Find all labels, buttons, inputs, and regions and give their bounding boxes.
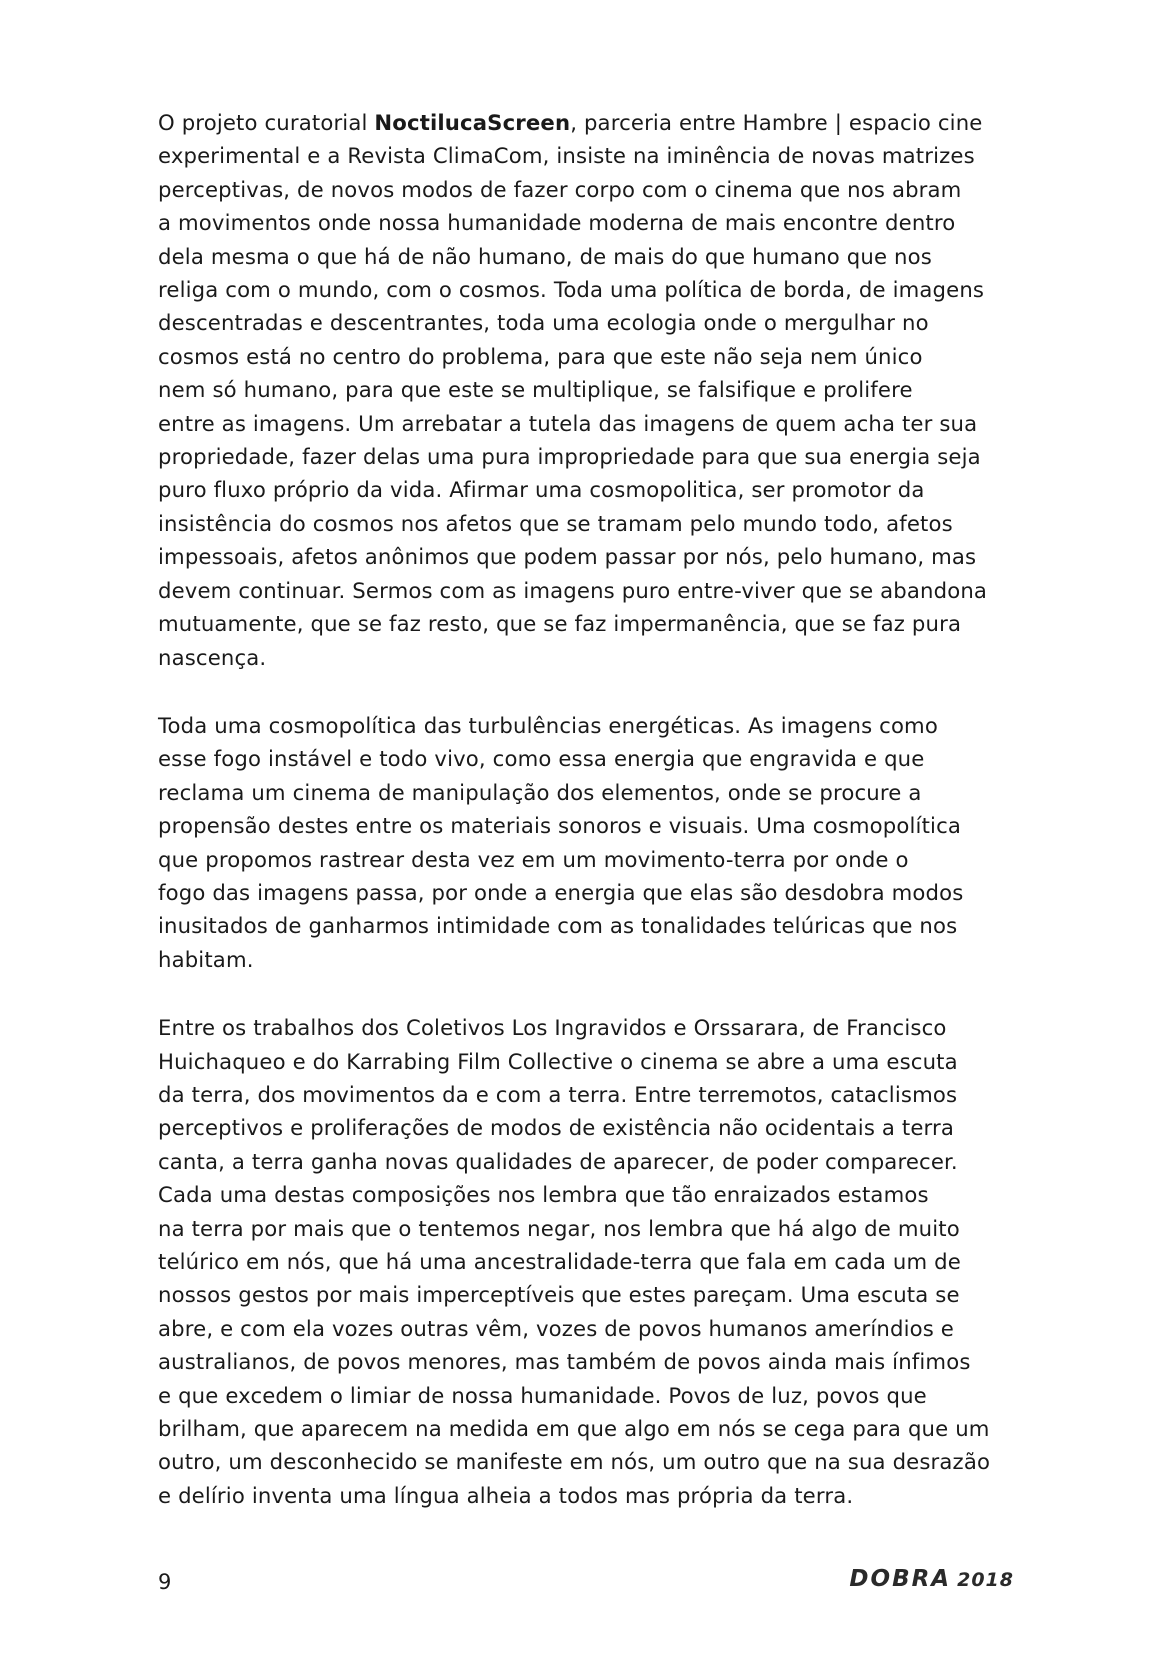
text-line: descentradas e descentrantes, toda uma ecologia onde o mergulhar no <box>158 310 929 336</box>
text-line: telúrico em nós, que há uma ancestralidade-terra que fala em cada um de <box>158 1249 961 1274</box>
text-line: canta, a terra ganha novas qualidades de aparecer, de poder comparecer. <box>158 1148 958 1174</box>
text-line: religa com o mundo, com o cosmos. Toda uma política de borda, de imagens <box>158 277 985 303</box>
text-line: e delírio inventa uma língua alheia a todos mas própria da terra. <box>158 1482 854 1508</box>
text-line: abre, e com ela vozes outras vêm, vozes de povos humanos ameríndios e <box>158 1315 954 1341</box>
text-line: Cada uma destas composições nos lembra que tão enraizados estamos <box>158 1182 929 1208</box>
text-line: habitam. <box>158 946 254 972</box>
text-line: a movimentos onde nossa humanidade moderna de mais encontre dentro <box>158 210 956 236</box>
text-line: devem continuar. Sermos com as imagens puro entre-viver que se abandona <box>158 577 988 603</box>
publication-logo <box>849 1566 1014 1592</box>
text-line: reclama um cinema de manipulação dos elementos, onde se procure a <box>158 779 922 805</box>
text-line: entre as imagens. Um arrebatar a tutela das imagens de quem acha ter sua <box>158 410 978 436</box>
paragraph-1 <box>158 106 1018 674</box>
brand-name: DOBRA <box>849 1566 952 1592</box>
text-line: da terra, dos movimentos da e com a terra. Entre terremotos, cataclismos <box>158 1081 958 1107</box>
text-line: inusitados de ganharmos intimidade com as tonalidades telúricas que nos <box>158 913 958 939</box>
text-line: Toda uma cosmopolítica das turbulências energéticas. As imagens como <box>158 712 938 738</box>
text-line: e que excedem o limiar de nossa humanidade. Povos de luz, povos que <box>158 1382 927 1408</box>
page-number: 9 <box>158 1570 172 1594</box>
text-line: cosmos está no centro do problema, para que este não seja nem único <box>158 343 923 369</box>
text-line: experimental e a Revista ClimaCom, insiste na iminência de novas matrizes <box>158 143 975 169</box>
text-line: Huichaqueo e do Karrabing Film Collective o cinema se abre a uma escuta <box>158 1048 958 1074</box>
text-line: O projeto curatorial NoctilucaScreen, parceria entre Hambre | espacio cine <box>158 110 983 135</box>
text-line: fogo das imagens passa, por onde a energia que elas são desdobra modos <box>158 879 964 905</box>
text-line: propensão destes entre os materiais sonoros e visuais. Uma cosmopolítica <box>158 813 962 839</box>
text-line: Entre os trabalhos dos Coletivos Los Ingravidos e Orssarara, de Francisco <box>158 1015 947 1041</box>
paragraph-3 <box>158 1011 1018 1512</box>
paragraph-2 <box>158 709 1018 976</box>
text-line: nem só humano, para que este se multiplique, se falsifique e prolifere <box>158 377 913 403</box>
text-line: esse fogo instável e todo vivo, como essa energia que engravida e que <box>158 746 925 772</box>
text-line: dela mesma o que há de não humano, de mais do que humano que nos <box>158 243 932 269</box>
text-line: impessoais, afetos anônimos que podem passar por nós, pelo humano, mas <box>158 544 977 570</box>
text-line: insistência do cosmos nos afetos que se tramam pelo mundo todo, afetos <box>158 510 953 536</box>
text-line: perceptivas, de novos modos de fazer corpo com o cinema que nos abram <box>158 176 962 202</box>
text-line: puro fluxo próprio da vida. Afirmar uma cosmopolitica, ser promotor da <box>158 477 925 503</box>
article-body <box>158 106 1018 1547</box>
text-line: mutuamente, que se faz resto, que se faz impermanência, que se faz pura <box>158 611 962 637</box>
text-line: brilham, que aparecem na medida em que algo em nós se cega para que um <box>158 1416 990 1442</box>
text-line: na terra por mais que o tentemos negar, nos lembra que há algo de muito <box>158 1215 960 1241</box>
text-line: nascença. <box>158 644 267 670</box>
text-line: que propomos rastrear desta vez em um movimento-terra por onde o <box>158 846 909 872</box>
text-line: nossos gestos por mais imperceptíveis que estes pareçam. Uma escuta se <box>158 1282 960 1308</box>
project-name: NoctilucaScreen <box>374 110 571 135</box>
text-line: australianos, de povos menores, mas também de povos ainda mais ínfimos <box>158 1349 971 1375</box>
text-line: propriedade, fazer delas uma pura impropriedade para que sua energia seja <box>158 444 981 470</box>
text-line: outro, um desconhecido se manifeste em nós, um outro que na sua desrazão <box>158 1449 991 1475</box>
brand-year: 2018 <box>957 1569 1014 1591</box>
text-line: perceptivos e proliferações de modos de existência não ocidentais a terra <box>158 1115 955 1141</box>
